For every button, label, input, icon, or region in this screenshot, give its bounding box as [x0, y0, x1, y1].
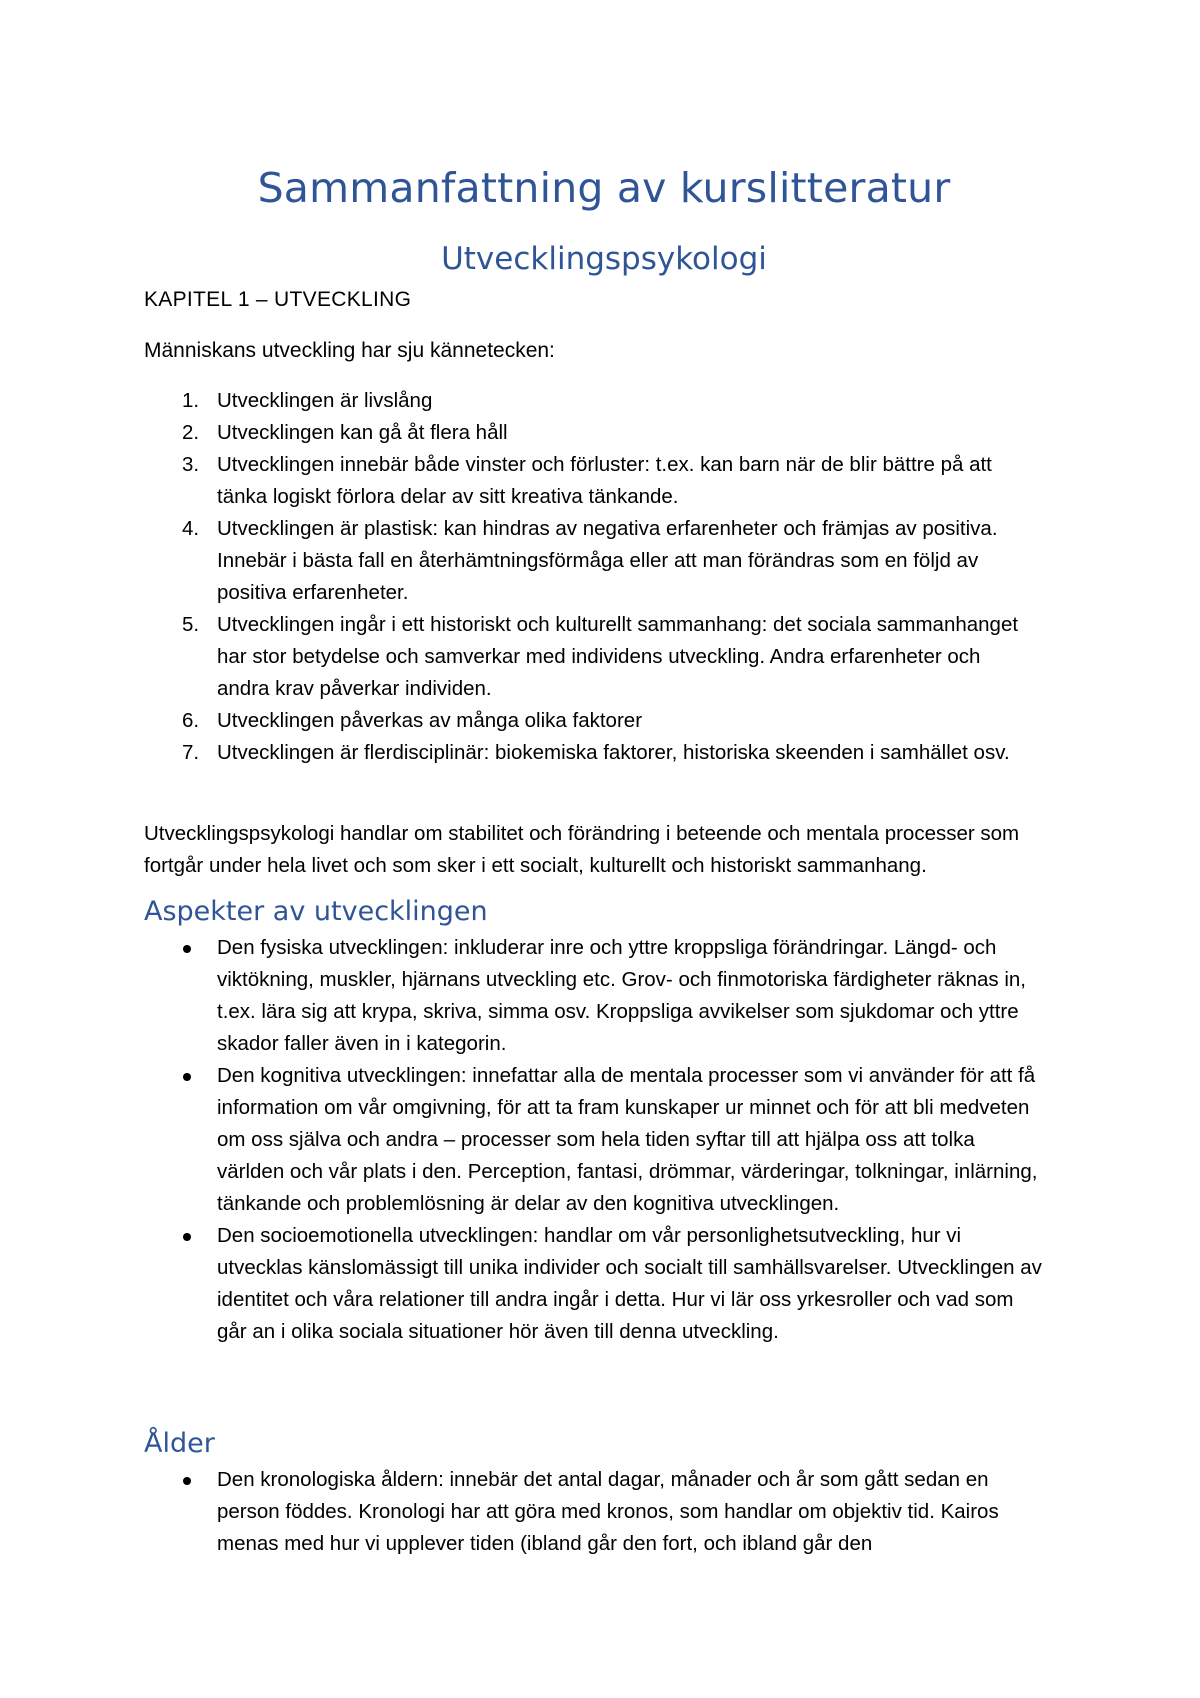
- list-number: 4.: [182, 517, 200, 540]
- list-number: 3.: [182, 453, 200, 476]
- definition-paragraph: Utvecklingspsykologi handlar om stabilitet och förändring i beteende och mentala processer som fortgår under hela livet och som sker i ett socialt, kulturellt och historiskt sammanhang.: [144, 822, 1020, 877]
- list-item: [144, 385, 1037, 417]
- bullet-item: [144, 1464, 1047, 1560]
- list-item-text: Utvecklingen är flerdisciplinär: biokemiska faktorer, historiska skeenden i samhället osv.: [217, 741, 1010, 764]
- characteristics-list: [144, 385, 1064, 769]
- bullet-item: [144, 1220, 1047, 1348]
- list-item: [144, 449, 1037, 513]
- bullet-text: Den fysiska utvecklingen: inkluderar inre och yttre kroppsliga förändringar. Längd- och viktökning, muskler, hjärnans utveckling etc. Grov- och finmotoriska färdigheter räknas in, t.ex. lära sig att krypa, skriva, simma osv. Kroppsliga avvikelser som sjukdomar och yttre skador faller även in i kategorin.: [217, 936, 1026, 1055]
- list-item-text: Utvecklingen är plastisk: kan hindras av negativa erfarenheter och främjas av positiva. Innebär i bästa fall en återhämtningsförmåga eller att man förändras som en följd av positiva erfarenheter.: [217, 517, 998, 604]
- list-item-text: Utvecklingen påverkas av många olika faktorer: [217, 709, 643, 732]
- section-heading-aspekter: Aspekter av utvecklingen: [144, 896, 488, 927]
- document-subtitle: Utvecklingspsykologi: [441, 241, 767, 277]
- chapter-heading: KAPITEL 1 – UTVECKLING: [144, 288, 412, 311]
- section-heading-alder: Ålder: [144, 1428, 215, 1459]
- list-item: [144, 609, 1037, 705]
- list-item: [144, 737, 1037, 769]
- bullet-item: [144, 932, 1047, 1060]
- document-title: Sammanfattning av kurslitteratur: [257, 164, 951, 212]
- bullet-icon: [183, 1233, 191, 1241]
- bullet-text: Den kronologiska åldern: innebär det antal dagar, månader och år som gått sedan en person föddes. Kronologi har att göra med kronos, som handlar om objektiv tid. Kairos menas med hur vi upplever tiden (ibland går den fort, och ibland går den: [217, 1468, 999, 1555]
- bullet-icon: [183, 945, 191, 953]
- list-number: 1.: [182, 389, 200, 412]
- bullet-text: Den kognitiva utvecklingen: innefattar alla de mentala processer som vi använder för att få information om vår omgivning, för att ta fram kunskaper ur minnet och för att bli medveten om oss själva och andra – processer som hela tiden syftar till att hjälpa oss att tolka världen och vår plats i den. Perception, fantasi, drömmar, värderingar, tolkningar, inlärning, tänkande och problemlösning är delar av den kognitiva utvecklingen.: [217, 1064, 1038, 1215]
- list-item-text: Utvecklingen innebär både vinster och förluster: t.ex. kan barn när de blir bättre på att tänka logiskt förlora delar av sitt kreativa tänkande.: [217, 453, 992, 508]
- bullet-text: Den socioemotionella utvecklingen: handlar om vår personlighetsutveckling, hur vi utvecklas känslomässigt till unika individer och socialt till samhällsvarelser. Utvecklingen av identitet och våra relationer till andra ingår i detta. Hur vi lär oss yrkesroller och vad som går an i olika sociala situationer hör även till denna utveckling.: [217, 1224, 1042, 1343]
- bullet-icon: [183, 1073, 191, 1081]
- list-item: [144, 513, 1037, 609]
- bullet-icon: [183, 1477, 191, 1485]
- list-item-text: Utvecklingen kan gå åt flera håll: [217, 421, 508, 444]
- list-item-text: Utvecklingen ingår i ett historiskt och kulturellt sammanhang: det sociala sammanhanget har stor betydelse och samverkar med individens utveckling. Andra erfarenheter och andra krav påverkar individen.: [217, 613, 1019, 700]
- alder-bullet-list: [144, 1464, 1064, 1560]
- aspekter-bullet-list: [144, 932, 1064, 1348]
- list-item: [144, 417, 1037, 449]
- list-item-text: Utvecklingen är livslång: [217, 389, 433, 412]
- list-number: 6.: [182, 709, 200, 732]
- intro-text: Människans utveckling har sju kännetecken:: [144, 339, 555, 362]
- list-number: 7.: [182, 741, 200, 764]
- list-number: 5.: [182, 613, 200, 636]
- list-item: [144, 705, 1037, 737]
- bullet-item: [144, 1060, 1047, 1220]
- list-number: 2.: [182, 421, 200, 444]
